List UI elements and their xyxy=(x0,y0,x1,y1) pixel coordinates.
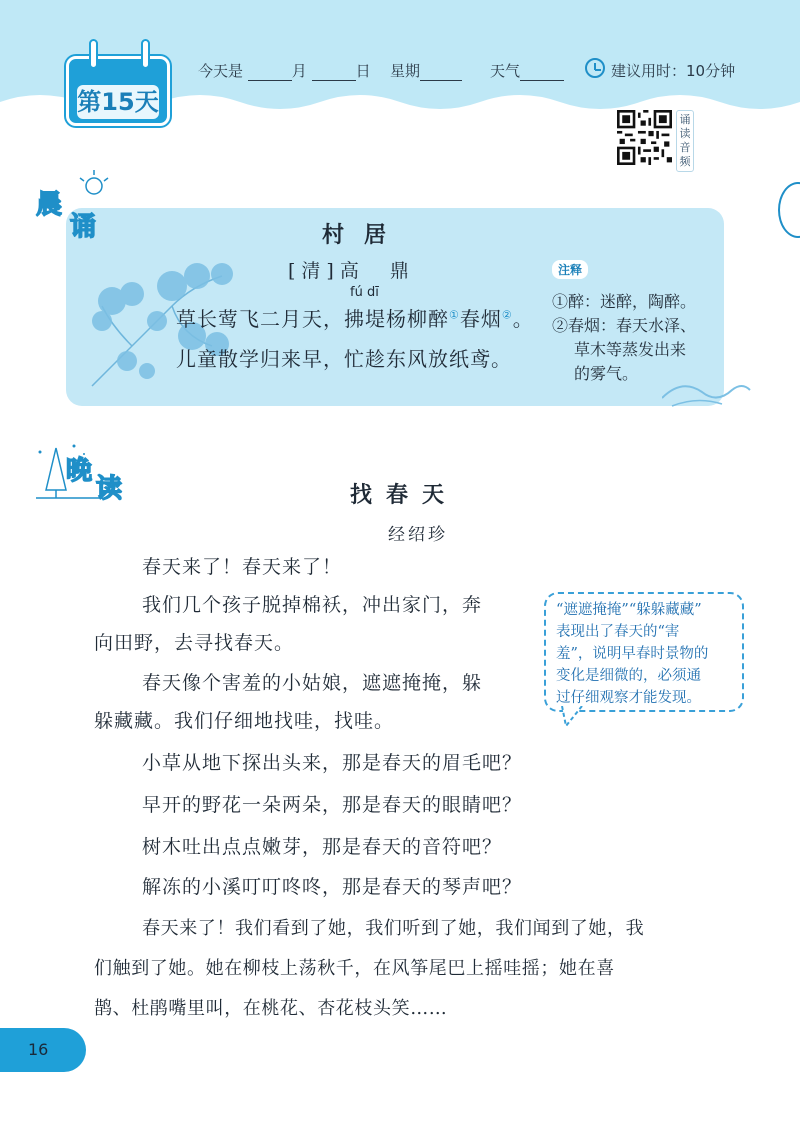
sun-icon xyxy=(74,168,114,198)
qr-label xyxy=(676,110,694,172)
story-title: 找春天 xyxy=(350,482,459,508)
day-badge-label: 第15天 xyxy=(77,85,159,119)
calendar-ring-left xyxy=(89,39,98,69)
wave-curl-decoration xyxy=(662,378,752,414)
note-item: 草木等蒸发出来 xyxy=(574,340,687,359)
weekday-blank[interactable] xyxy=(420,65,462,81)
story-line: 春天来了！春天来了！ xyxy=(142,556,343,578)
annotation-callout xyxy=(544,592,744,712)
weekday-line xyxy=(390,60,462,81)
poem-line-1 xyxy=(176,303,534,332)
poem-text: 。 xyxy=(512,307,534,331)
story-line: 早开的野花一朵两朵，那是春天的眼睛吧？ xyxy=(142,794,523,816)
weather-label: 天气 xyxy=(490,62,521,80)
weekday-label: 星期 xyxy=(390,62,421,80)
story-line: 春天像个害羞的小姑娘，遮遮掩掩，躲 xyxy=(142,672,483,694)
evening-tag-char: 晚 xyxy=(66,456,93,486)
qr-label-char: 读 xyxy=(679,127,691,140)
calendar-ring-right xyxy=(141,39,150,69)
date-line xyxy=(198,60,371,81)
weather-line xyxy=(490,60,564,81)
poem-title: 村居 xyxy=(322,222,407,248)
poem-author: [清]高 鼎 xyxy=(288,260,415,282)
notes-label: 注释 xyxy=(552,260,588,279)
story-line: 躲藏藏。我们仔细地找哇，找哇。 xyxy=(94,710,395,732)
poem-line-2: 儿童散学归来早，忙趁东风放纸鸢。 xyxy=(176,347,512,371)
story-line: 小草从地下探出头来，那是春天的眉毛吧？ xyxy=(142,752,523,774)
poem-text: 春烟 xyxy=(459,307,502,331)
day-blank[interactable] xyxy=(312,65,356,81)
note-item: 的雾气。 xyxy=(574,364,639,383)
callout-line: 羞”，说明早春时景物的 xyxy=(556,646,709,662)
page-number: 16 xyxy=(28,1040,49,1059)
callout-line: 表现出了春天的“害 xyxy=(556,624,680,640)
poem-text: 草长莺飞二月天，拂堤杨柳醉 xyxy=(176,307,449,331)
suggested-time: 建议用时：10分钟 xyxy=(611,62,736,80)
story-line: 我们几个孩子脱掉棉袄，冲出家门，奔 xyxy=(142,594,483,616)
month-label: 月 xyxy=(291,62,307,80)
morning-reading-tag xyxy=(30,168,140,242)
day-label: 日 xyxy=(355,62,371,80)
qr-label-char: 频 xyxy=(679,155,691,168)
clock-icon xyxy=(585,58,605,78)
morning-tag-char: 晨 xyxy=(36,190,63,220)
story-line: 春天来了！我们看到了她，我们听到了她，我们闻到了她，我 xyxy=(142,918,645,939)
month-blank[interactable] xyxy=(248,65,292,81)
story-line: 们触到了她。她在柳枝上荡秋千，在风筝尾巴上摇哇摇；她在喜 xyxy=(94,958,615,979)
story-line: 向田野，去寻找春天。 xyxy=(94,632,295,654)
poem-pinyin: fú dī xyxy=(350,285,379,300)
weather-blank[interactable] xyxy=(520,65,564,81)
callout-line: “遮遮掩掩”“躲躲藏藏” xyxy=(556,602,702,618)
morning-tag-char: 诵 xyxy=(70,212,97,242)
qr-code-icon[interactable] xyxy=(617,110,672,165)
day-badge xyxy=(66,56,170,126)
today-label: 今天是 xyxy=(198,62,244,80)
page-edge-tab xyxy=(778,182,800,238)
note-item: ②春烟：春天水泽、 xyxy=(552,316,697,335)
callout-line: 过仔细观察才能发现。 xyxy=(556,690,701,706)
note-ref: ① xyxy=(449,308,460,322)
story-line: 鹊、杜鹃嘴里叫，在桃花、杏花枝头笑…… xyxy=(94,998,448,1019)
story-line: 解冻的小溪叮叮咚咚，那是春天的琴声吧？ xyxy=(142,876,523,898)
story-author: 经绍珍 xyxy=(388,525,448,545)
qr-label-char: 音 xyxy=(679,141,691,154)
callout-tail xyxy=(560,706,586,728)
story-line: 树木吐出点点嫩芽，那是春天的音符吧？ xyxy=(142,836,503,858)
callout-line: 变化是细微的，必须通 xyxy=(556,668,701,684)
qr-label-char: 诵 xyxy=(679,113,691,126)
evening-reading-tag xyxy=(34,440,144,504)
note-ref: ② xyxy=(501,308,513,322)
evening-tag-char: 读 xyxy=(96,474,123,504)
note-item: ①醉：迷醉，陶醉。 xyxy=(552,292,697,311)
